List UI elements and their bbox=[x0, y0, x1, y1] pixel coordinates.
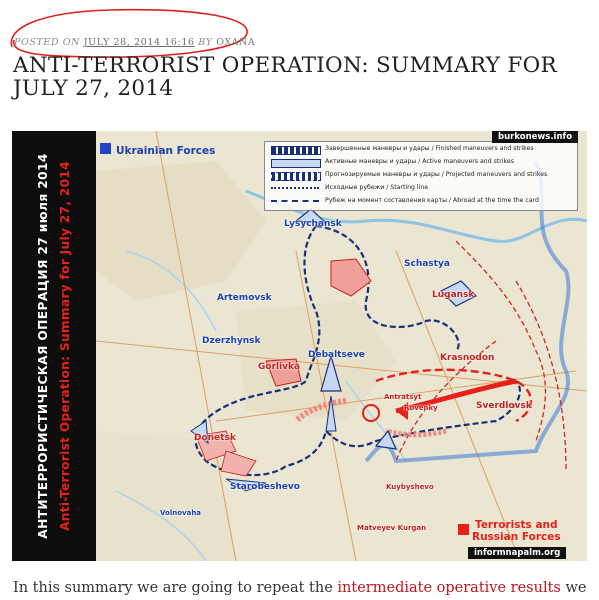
legend-active: Активные маневры и удары / Active maneuvers and strikes bbox=[325, 158, 514, 165]
city-schastya: Schastya bbox=[404, 259, 450, 269]
city-lysychansk: Lysychansk bbox=[284, 219, 342, 229]
city-kuybyshevo: Kuybyshevo bbox=[386, 483, 434, 491]
legend-swatch-finished bbox=[271, 146, 321, 155]
legend-swatch-abroad bbox=[271, 200, 319, 202]
brand-burkonews: burkonews.info bbox=[492, 131, 578, 143]
terrorists-label-line1: Terrorists and bbox=[475, 519, 558, 531]
legend-abroad: Рубеж на момент составления карты / Abroad at the time the card bbox=[325, 197, 539, 204]
body-text-after: we bbox=[560, 580, 587, 596]
terrorists-label bbox=[472, 519, 561, 543]
posted-on-label: POSTED ON bbox=[14, 37, 81, 48]
city-matveyev-kurgan: Matveyev Kurgan bbox=[357, 524, 427, 532]
city-antratsyt: Antratsyt bbox=[384, 393, 422, 401]
city-dzerzhynsk: Dzerzhynsk bbox=[202, 336, 261, 346]
city-starobeshevo: Starobeshevo bbox=[230, 482, 300, 492]
ukrainian-forces-label: Ukrainian Forces bbox=[116, 145, 216, 157]
terrorists-label-line2: Russian Forces bbox=[472, 531, 561, 543]
legend-swatch-active bbox=[271, 159, 321, 168]
post-meta bbox=[14, 37, 255, 48]
city-donetsk: Donetsk bbox=[194, 433, 236, 443]
map-legend bbox=[264, 141, 578, 211]
body-text-before: In this summary we are going to repeat the bbox=[13, 580, 338, 596]
author-link[interactable]: OXANA bbox=[216, 37, 256, 48]
legend-starting: Исходные рубежи / Starting line bbox=[325, 184, 429, 191]
legend-finished: Завершенные маневры и удары / Finished maneuvers and strikes bbox=[325, 145, 534, 152]
legend-projected: Прогнозируемые маневры и удары / Projected maneuvers and strikes bbox=[325, 171, 548, 178]
brand-informnapalm: informnapalm.org bbox=[468, 547, 566, 559]
map-side-title-en: Anti-Terrorist Operation: Summary for July 27, 2014 bbox=[58, 161, 72, 531]
city-volnovaha: Volnovaha bbox=[160, 509, 202, 517]
city-lugansk: Lugansk bbox=[432, 290, 475, 300]
post-date-link[interactable]: JULY 28, 2014 16:16 bbox=[83, 37, 195, 48]
annotation-circle bbox=[0, 0, 260, 60]
city-sverdlovsk: Sverdlovsk bbox=[476, 401, 532, 411]
post-body-text bbox=[13, 580, 593, 596]
legend-swatch-starting bbox=[271, 187, 319, 189]
summary-map-image[interactable] bbox=[12, 131, 587, 561]
map-side-title-ru: АНТИТЕРРОРИСТИЧЕСКАЯ ОПЕРАЦИЯ 27 июля 2014 bbox=[36, 153, 50, 539]
post-title: ANTI-TERRORIST OPERATION: SUMMARY FOR JULY 27, 2014 bbox=[13, 53, 557, 101]
city-rovenky: Rovenky bbox=[404, 404, 438, 412]
city-debaltseve: Debaltseve bbox=[308, 350, 365, 360]
intermediate-results-link[interactable]: intermediate operative results bbox=[337, 580, 561, 596]
legend-swatch-projected bbox=[271, 172, 321, 181]
by-label: BY bbox=[198, 37, 213, 48]
city-artemovsk: Artemovsk bbox=[217, 293, 272, 303]
city-krasnodon: Krasnodon bbox=[440, 353, 495, 363]
map-side-banner bbox=[12, 131, 96, 561]
city-gorlivka: Gorlivka bbox=[258, 362, 301, 372]
